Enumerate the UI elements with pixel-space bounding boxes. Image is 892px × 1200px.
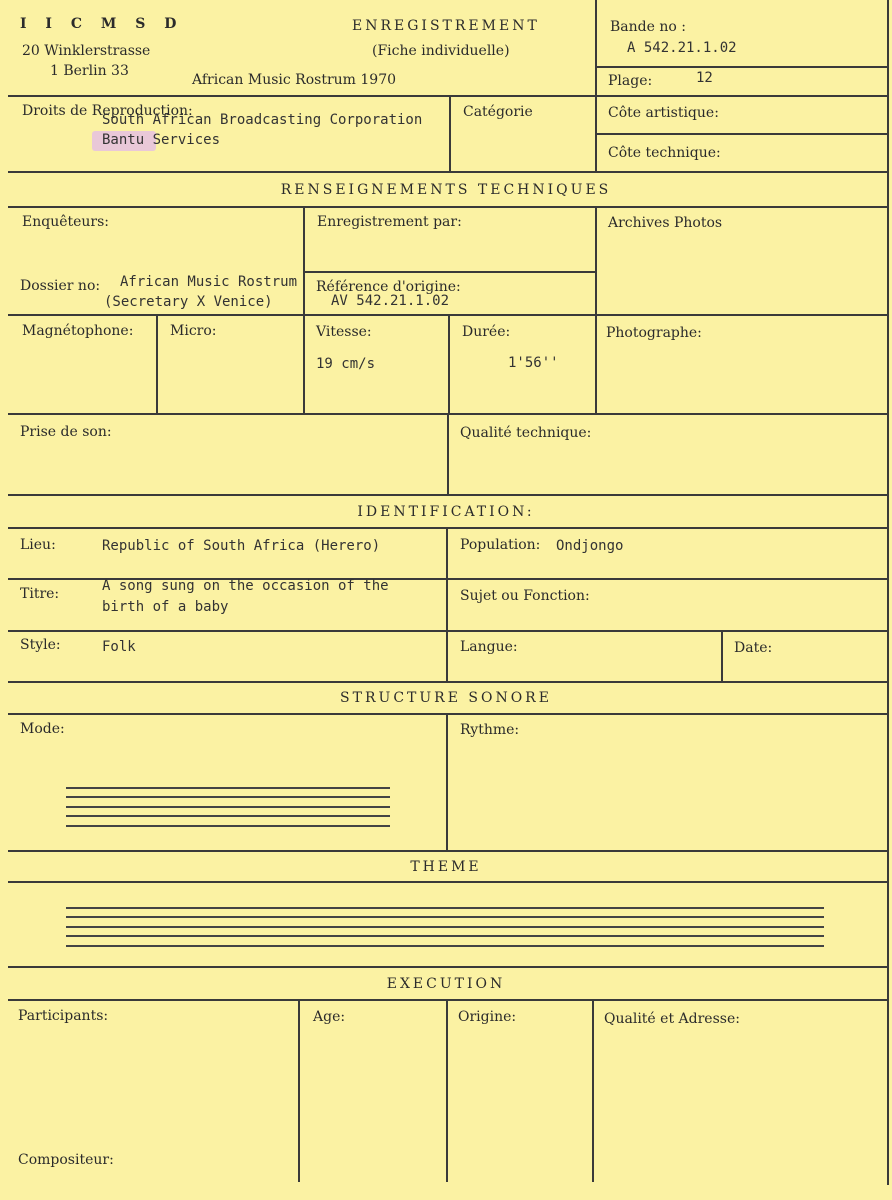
divider-mode-rythme [446, 714, 448, 850]
dossier-value-line2: (Secretary X Venice) [104, 294, 273, 310]
divider-rights-categorie [449, 96, 451, 171]
categorie-label: Catégorie [463, 104, 533, 120]
vitesse-value: 19 cm/s [316, 356, 376, 372]
section-title-technique: RENSEIGNEMENTS TECHNIQUES [280, 182, 612, 198]
theme-staff-line [66, 916, 824, 918]
divider-enreg-archives [595, 207, 597, 413]
mode-staff-line [66, 815, 390, 817]
divider-header-bottom [8, 95, 888, 97]
divider-magneto-micro [156, 315, 158, 413]
divider-cote [595, 133, 888, 135]
compositeur-label: Compositeur: [18, 1152, 114, 1168]
style-label: Style: [20, 637, 61, 653]
micro-label: Micro: [170, 323, 217, 339]
bande-label: Bande no : [610, 19, 686, 35]
participants-label: Participants: [18, 1008, 109, 1024]
qualite-technique-label: Qualité technique: [460, 425, 592, 441]
enqueteurs-label: Enquêteurs: [22, 214, 110, 230]
mode-staff-line [66, 825, 390, 827]
rythme-label: Rythme: [460, 722, 520, 738]
divider-enreg-reference [303, 271, 595, 273]
border-right [887, 0, 889, 1185]
address-line-1: 20 Winklerstrasse [22, 43, 151, 59]
plage-label: Plage: [608, 73, 653, 89]
section-title-identification: IDENTIFICATION: [357, 504, 535, 520]
divider-tech-title-bottom [8, 206, 888, 208]
divider-structure-title-bottom [8, 713, 888, 715]
divider-ident-mid [446, 528, 448, 681]
reference-label: Référence d'origine: [316, 279, 461, 295]
divider-langue-date [721, 631, 723, 681]
divider-structure-bottom [8, 850, 888, 852]
divider-titre-bottom [8, 630, 888, 632]
form-subtitle: (Fiche individuelle) [372, 43, 510, 59]
mode-staff-line [66, 806, 390, 808]
sujet-label: Sujet ou Fonction: [460, 588, 590, 604]
dossier-label: Dossier no: [20, 278, 101, 294]
lieu-label: Lieu: [20, 537, 56, 553]
photographe-label: Photographe: [606, 325, 702, 341]
bande-value: A 542.21.1.02 [627, 40, 737, 56]
duree-label: Durée: [462, 324, 511, 340]
mode-label: Mode: [20, 721, 65, 737]
divider-exec-title-bottom [8, 999, 888, 1001]
divider-bande-plage [595, 66, 888, 68]
divider-rights-bottom [8, 171, 888, 173]
divider-style-bottom [8, 681, 888, 683]
rights-value-line2: Bantu Services [102, 132, 221, 148]
origine-label: Origine: [458, 1009, 517, 1025]
theme-staff-line [66, 935, 824, 937]
divider-origine-qualite [592, 1000, 594, 1182]
section-title-theme: THEME [410, 859, 482, 875]
style-value: Folk [102, 639, 136, 655]
rights-label: Droits de Reproduction: [22, 103, 193, 119]
population-label: Population: [460, 537, 541, 553]
duree-value: 1'56'' [508, 355, 559, 371]
divider-vitesse-duree [448, 315, 450, 413]
cote-technique-label: Côte technique: [608, 145, 721, 161]
theme-staff-line [66, 926, 824, 928]
divider-age-origine [446, 1000, 448, 1182]
divider-participants-age [298, 1000, 300, 1182]
divider-header-bande [595, 0, 597, 96]
population-value: Ondjongo [556, 538, 624, 554]
enregistrement-par-label: Enregistrement par: [317, 214, 462, 230]
divider-prise-bottom [8, 494, 888, 496]
lieu-value: Republic of South Africa (Herero) [102, 538, 381, 554]
dossier-value-line1: African Music Rostrum [120, 274, 298, 290]
vitesse-label: Vitesse: [316, 324, 372, 340]
prise-de-son-label: Prise de son: [20, 424, 112, 440]
section-title-execution: EXECUTION [386, 976, 506, 992]
qualite-adresse-label: Qualité et Adresse: [604, 1011, 740, 1027]
divider-theme-bottom [8, 966, 888, 968]
theme-staff-line [66, 907, 824, 909]
event-name: African Music Rostrum 1970 [192, 72, 397, 88]
divider-ident-title-bottom [8, 527, 888, 529]
age-label: Age: [313, 1009, 346, 1025]
divider-enq-enreg [303, 207, 305, 413]
divider-theme-title-bottom [8, 881, 888, 883]
mode-staff-line [66, 796, 390, 798]
institute-logo: I I C M S D [20, 16, 184, 32]
titre-label: Titre: [20, 586, 60, 602]
divider-prise-qualite [447, 414, 449, 494]
address-line-2: 1 Berlin 33 [50, 63, 129, 79]
date-label: Date: [734, 640, 773, 656]
archives-photos-label: Archives Photos [608, 215, 723, 231]
magnetophone-label: Magnétophone: [22, 323, 134, 339]
titre-value-line2: birth of a baby [102, 599, 229, 615]
form-title: ENREGISTREMENT [352, 18, 540, 34]
plage-value: 12 [696, 70, 713, 86]
titre-value-line1: A song sung on the occasion of the [102, 578, 389, 594]
theme-staff-line [66, 945, 824, 947]
mode-staff-line [66, 787, 390, 789]
langue-label: Langue: [460, 639, 518, 655]
reference-value: AV 542.21.1.02 [331, 293, 450, 309]
rights-value-line1: South African Broadcasting Corporation [102, 112, 423, 128]
section-title-structure: STRUCTURE SONORE [340, 690, 552, 706]
cote-artistique-label: Côte artistique: [608, 105, 719, 121]
